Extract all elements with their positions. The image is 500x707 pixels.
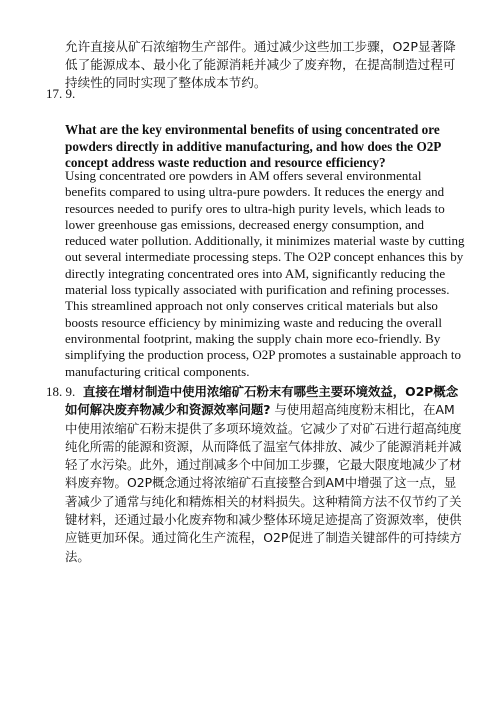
top-paragraph-line-1: 允许直接从矿石浓缩物生产部件。通过减少这些加工步骤，O2P显著降 (65, 39, 456, 54)
item-17-number: 17. 9. (46, 86, 76, 101)
item-18-body (65, 383, 463, 566)
item-18-number: 18. 9. (46, 384, 76, 399)
item-18-answer: 与使用超高纯度粉末相比，在AM中使用浓缩矿石粉末提供了多项环境效益。它减少了对矿石进行超高纯度纯化所需的能源和资源，从而降低了温室气体排放、减少了能源消耗并减轻了水污染。此外，通过削减多个中间加工步骤，它最大限度地减少了材料废弃物。O2P概念通过将浓缩矿石直接整合到AM中增强了这一点，显著减少了通常与纯化和精炼相关的材料损失。这种精简方法不仅节约了关键材料，还通过最小化废弃物和减少整体环境足迹提高了资源效率，使供应链更加环保。通过简化生产流程，O2P促进了制造关键部件的可持续方法。 (65, 402, 462, 564)
top-paragraph-line-2: 低了能源成本、最小化了能源消耗并减少了废弃物，在提高制造过程可 (65, 57, 456, 72)
item-18-question: 直接在增材制造中使用浓缩矿石粉末有哪些主要环境效益，O2P概念如何解决废弃物减少和资源效率问题? (65, 384, 459, 418)
top-paragraph-line-3: 持续性的同时实现了整体成本节约。 (65, 75, 267, 90)
item-17-answer: Using concentrated ore powders in AM offers several environmental benefits compared to using ultra-pure powders. It reduces the energy and resources needed to purify ores to ultra-high purity levels, which leads to lower greenhouse gas emissions, decreased energy consumption, and reduced water pollution. Additionally, it minimizes material waste by cutting out several intermediate processing steps. The O2P concept enhances this by directly integrating concentrated ores into AM, significantly reducing the material loss typically associated with purification and refining processes. This streamlined approach not only conserves critical materials but also boosts resource efficiency by minimizing waste and reducing the overall environmental footprint, making the supply chain more eco-friendly. By simplifying the production process, O2P promotes a sustainable approach to manufacturing critical components. (65, 168, 465, 379)
item-17-question: What are the key environmental benefits of using concentrated ore powders directly in additive manufacturing, and how does the O2P concept address waste reduction and resource efficiency? (65, 122, 441, 170)
